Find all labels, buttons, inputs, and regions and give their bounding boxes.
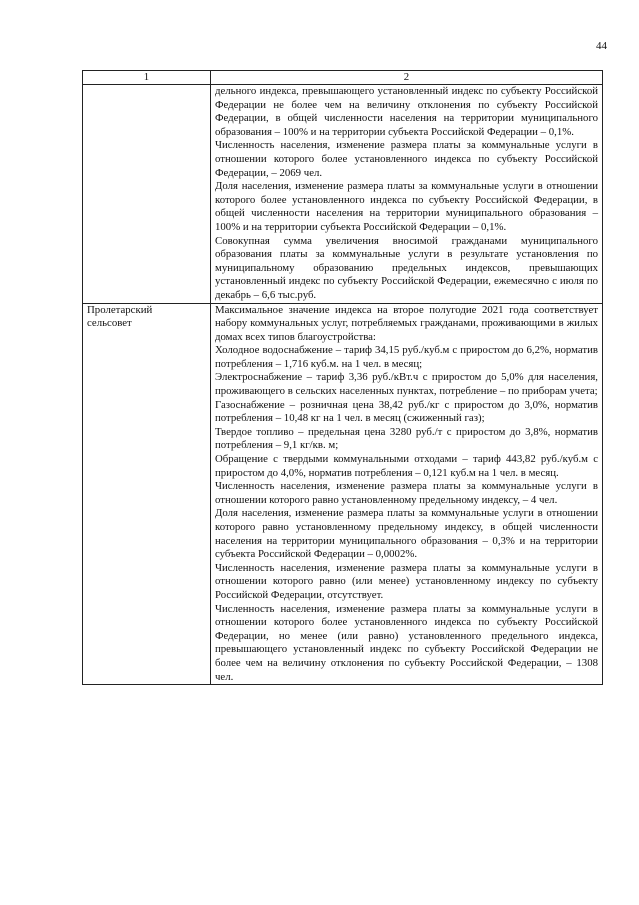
table-header-row	[83, 71, 603, 85]
paragraph: Электроснабжение – тариф 3,36 руб./кВт.ч с приростом до 5,0% для населения, проживающего в сельских населенных пунктах, потребление – по приборам учета;	[215, 371, 598, 398]
municipality-label: Пролетарский сельсовет	[87, 303, 153, 330]
column-header-2: 2	[211, 71, 603, 85]
paragraph: Доля населения, изменение размера платы за коммунальные услуги в отношении которого более установленного индекса по субъекту Российской Федерации, в общей численности населения на территории муниципального образования – 100% и на территории субъекта Российской Федерации – 0,1%.	[215, 180, 598, 233]
paragraph: Совокупная сумма увеличения вносимой гражданами муниципального образования платы за коммунальные услуги в результате установления по муниципальному образованию предельных индексов, превышающих установленный индекс по субъекту Российской Федерации, ежемесячно с июля по декабрь – 6,6 тыс.руб.	[215, 234, 598, 301]
table-row	[83, 85, 603, 304]
paragraph: Численность населения, изменение размера платы за коммунальные услуги в отношении которого более установленного индекса по субъекту Российской Федерации, – 2069 чел.	[215, 139, 598, 179]
page-number: 44	[596, 40, 607, 52]
paragraph: Численность населения, изменение размера платы за коммунальные услуги в отношении которого равно установленному предельному индексу, – 4 чел.	[215, 480, 598, 506]
municipality-cell	[83, 303, 211, 685]
paragraph: Максимальное значение индекса на второе полугодие 2021 года соответствует набору коммунальных услуг, потребляемых гражданами, проживающими в жилых домах всех типов благоустройства:	[215, 303, 598, 343]
table-row	[83, 303, 603, 685]
paragraph: Численность населения, изменение размера платы за коммунальные услуги в отношении которого равно (или менее) установленному индексу по субъекту Российской Федерации, отсутствует.	[215, 561, 598, 601]
paragraph: Газоснабжение – розничная цена 38,42 руб./кг с приростом до 3,0%, норматив потребления – 10,48 кг на 1 чел. в месяц (сжиженный газ);	[215, 398, 598, 425]
paragraph: Твердое топливо – предельная цена 3280 руб./т с приростом до 3,8%, норматив потребления – 9,1 кг/кв. м;	[215, 425, 598, 452]
municipality-cell	[83, 85, 211, 304]
paragraph: Численность населения, изменение размера платы за коммунальные услуги в отношении которого более установленного индекса по субъекту Российской Федерации, но менее (или равно) установленного предельного индекса, превышающего установленный индекс по субъекту Российской Федерации не более чем на величину отклонения по субъекту Российской Федерации, – 1308 чел.	[215, 602, 598, 683]
description-cell	[211, 85, 603, 304]
document-table	[82, 70, 603, 685]
paragraph: Доля населения, изменение размера платы за коммунальные услуги в отношении которого равно установленному предельному индексу, в общей численности населения на территории муниципального образования – 0,3% и на территории субъекта Российской Федерации – 0,0002%.	[215, 507, 598, 561]
description-cell	[211, 303, 603, 685]
paragraph: дельного индекса, превышающего установленный индекс по субъекту Российской Федерации не более чем на величину отклонения по субъекту Российской Федерации, в общей численности населения на территории муниципального образования – 100% и на территории субъекта Российской Федерации – 0,1%.	[215, 85, 598, 138]
paragraph: Холодное водоснабжение – тариф 34,15 руб./куб.м с приростом до 6,2%, норматив потребления – 1,716 куб.м. на 1 чел. в месяц;	[215, 344, 598, 370]
column-header-1: 1	[83, 71, 211, 85]
paragraph: Обращение с твердыми коммунальными отходами – тариф 443,82 руб./куб.м с приростом до 4,0%, норматив потребления – 0,121 куб.м на 1 чел. в месяц.	[215, 453, 598, 479]
